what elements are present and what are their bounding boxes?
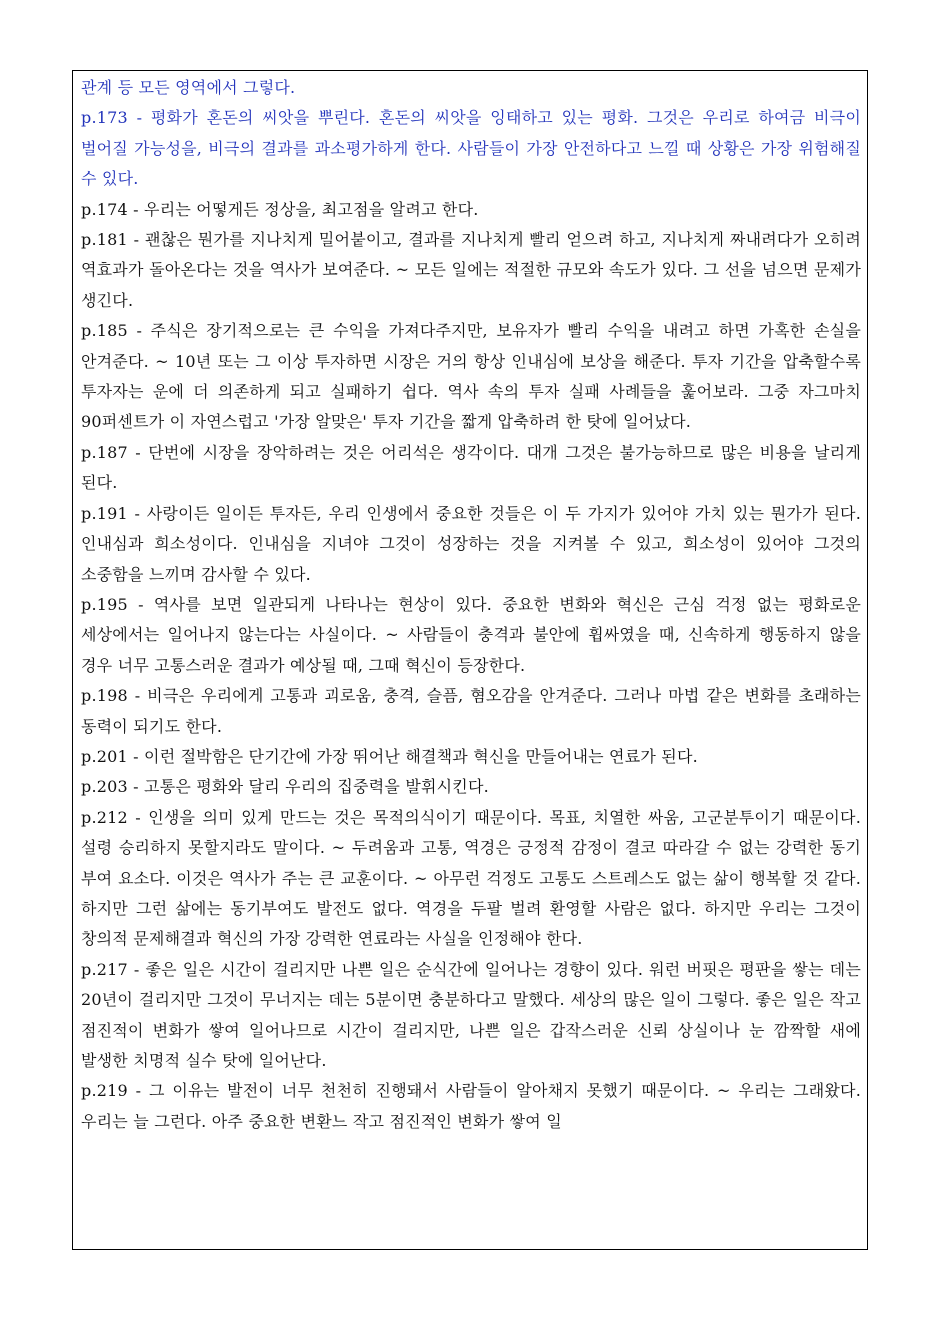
note-paragraph: p.173 - 평화가 혼돈의 씨앗을 뿌린다. 혼돈의 씨앗을 잉태하고 있는 평화. 그것은 우리로 하여금 비극이 벌어질 가능성을, 비극의 결과를 과소평가하게 한다. 사람들이 가장 안전하다고 느낄 때 상황은 가장 위험해질 수 있다. bbox=[81, 108, 861, 189]
note-paragraph: 관계 등 모든 영역에서 그렇다. bbox=[81, 78, 296, 97]
note-paragraph: p.201 - 이런 절박함은 단기간에 가장 뛰어난 해결책과 혁신을 만들어내는 연료가 된다. bbox=[81, 746, 698, 766]
note-paragraph: p.203 - 고통은 평화와 달리 우리의 집중력을 발휘시킨다. bbox=[81, 777, 489, 797]
note-paragraph: p.198 - 비극은 우리에게 고통과 괴로움, 충격, 슬픔, 혐오감을 안겨준다. 그러나 마법 같은 변화를 초래하는 동력이 되기도 한다. bbox=[81, 686, 861, 736]
page-frame bbox=[72, 70, 868, 1250]
note-paragraph: p.195 - 역사를 보면 일관되게 나타나는 현상이 있다. 중요한 변화와 혁신은 근심 걱정 없는 평화로운 세상에서는 일어나지 않는다는 사실이다. ~ 사람들이 충격과 불안에 휩싸였을 때, 신속하게 행동하지 않을 경우 너무 고통스러운 결과가 예상될 때, 그때 혁신이 등장한다. bbox=[81, 594, 861, 675]
note-paragraph: p.212 - 인생을 의미 있게 만드는 것은 목적의식이기 때문이다. 목표, 치열한 싸움, 고군분투이기 때문이다. 설령 승리하지 못할지라도 말이다. ~ 두려움과 고통, 역경은 긍정적 감정이 결코 따라갈 수 없는 강력한 동기 부여 요소다. 이것은 역사가 주는 큰 교훈이다. ~ 아무런 걱정도 고통도 스트레스도 없는 삶이 행복할 것 같다. 하지만 그런 삶에는 동기부여도 발전도 없다. 역경을 두팔 벌려 환영할 사람은 없다. 하지만 우리는 그것이 창의적 문제해결과 혁신의 가장 강력한 연료라는 사실을 인정해야 한다. bbox=[81, 807, 861, 949]
note-paragraph: p.185 - 주식은 장기적으로는 큰 수익을 가져다주지만, 보유자가 빨리 수익을 내려고 하면 가혹한 손실을 안겨준다. ~ 10년 또는 그 이상 투자하면 시장은 거의 항상 인내심에 보상을 해준다. 투자 기간을 압축할수록 투자자는 운에 더 의존하게 되고 실패하기 쉽다. 역사 속의 투자 실패 사례들을 훑어보라. 그중 자그마치 90퍼센트가 이 자연스럽고 '가장 알맞은' 투자 기간을 짧게 압축하려 한 탓에 일어났다. bbox=[81, 321, 861, 432]
note-paragraph: p.187 - 단번에 시장을 장악하려는 것은 어리석은 생각이다. 대개 그것은 불가능하므로 많은 비용을 날리게 된다. bbox=[81, 442, 861, 493]
note-paragraph: p.181 - 괜찮은 뭔가를 지나치게 밀어붙이고, 결과를 지나치게 빨리 얻으려 하고, 지나치게 짜내려다가 오히려 역효과가 돌아온다는 것을 역사가 보여준다. ~ 모든 일에는 적절한 규모와 속도가 있다. 그 선을 넘으면 문제가 생긴다. bbox=[81, 230, 861, 310]
note-paragraph: p.217 - 좋은 일은 시간이 걸리지만 나쁜 일은 순식간에 일어나는 경향이 있다. 워런 버핏은 평판을 쌓는 데는 20년이 걸리지만 그것이 무너지는 데는 5분이면 충분하다고 말했다. 세상의 많은 일이 그렇다. 좋은 일은 작고 점진적이 변화가 쌓여 일어나므로 시간이 걸리지만, 나쁜 일은 갑작스러운 신뢰 상실이나 눈 깜짝할 새에 발생한 치명적 실수 탓에 일어난다. bbox=[81, 959, 861, 1070]
note-paragraph: p.191 - 사랑이든 일이든 투자든, 우리 인생에서 중요한 것들은 이 두 가지가 있어야 가치 있는 뭔가가 된다. 인내심과 희소성이다. 인내심을 지녀야 그것이 성장하는 것을 지켜볼 수 있고, 희소성이 있어야 그것의 소중함을 느끼며 감사할 수 있다. bbox=[81, 503, 861, 584]
note-paragraph: p.174 - 우리는 어떻게든 정상을, 최고점을 알려고 한다. bbox=[81, 199, 479, 219]
notes-list bbox=[81, 73, 861, 1137]
note-paragraph: p.219 - 그 이유는 발전이 너무 천천히 진행돼서 사람들이 알아채지 못했기 때문이다. ~ 우리는 그래왔다. 우리는 늘 그런다. 아주 중요한 변환느 작고 점진적인 변화가 쌓여 일 bbox=[81, 1081, 861, 1131]
